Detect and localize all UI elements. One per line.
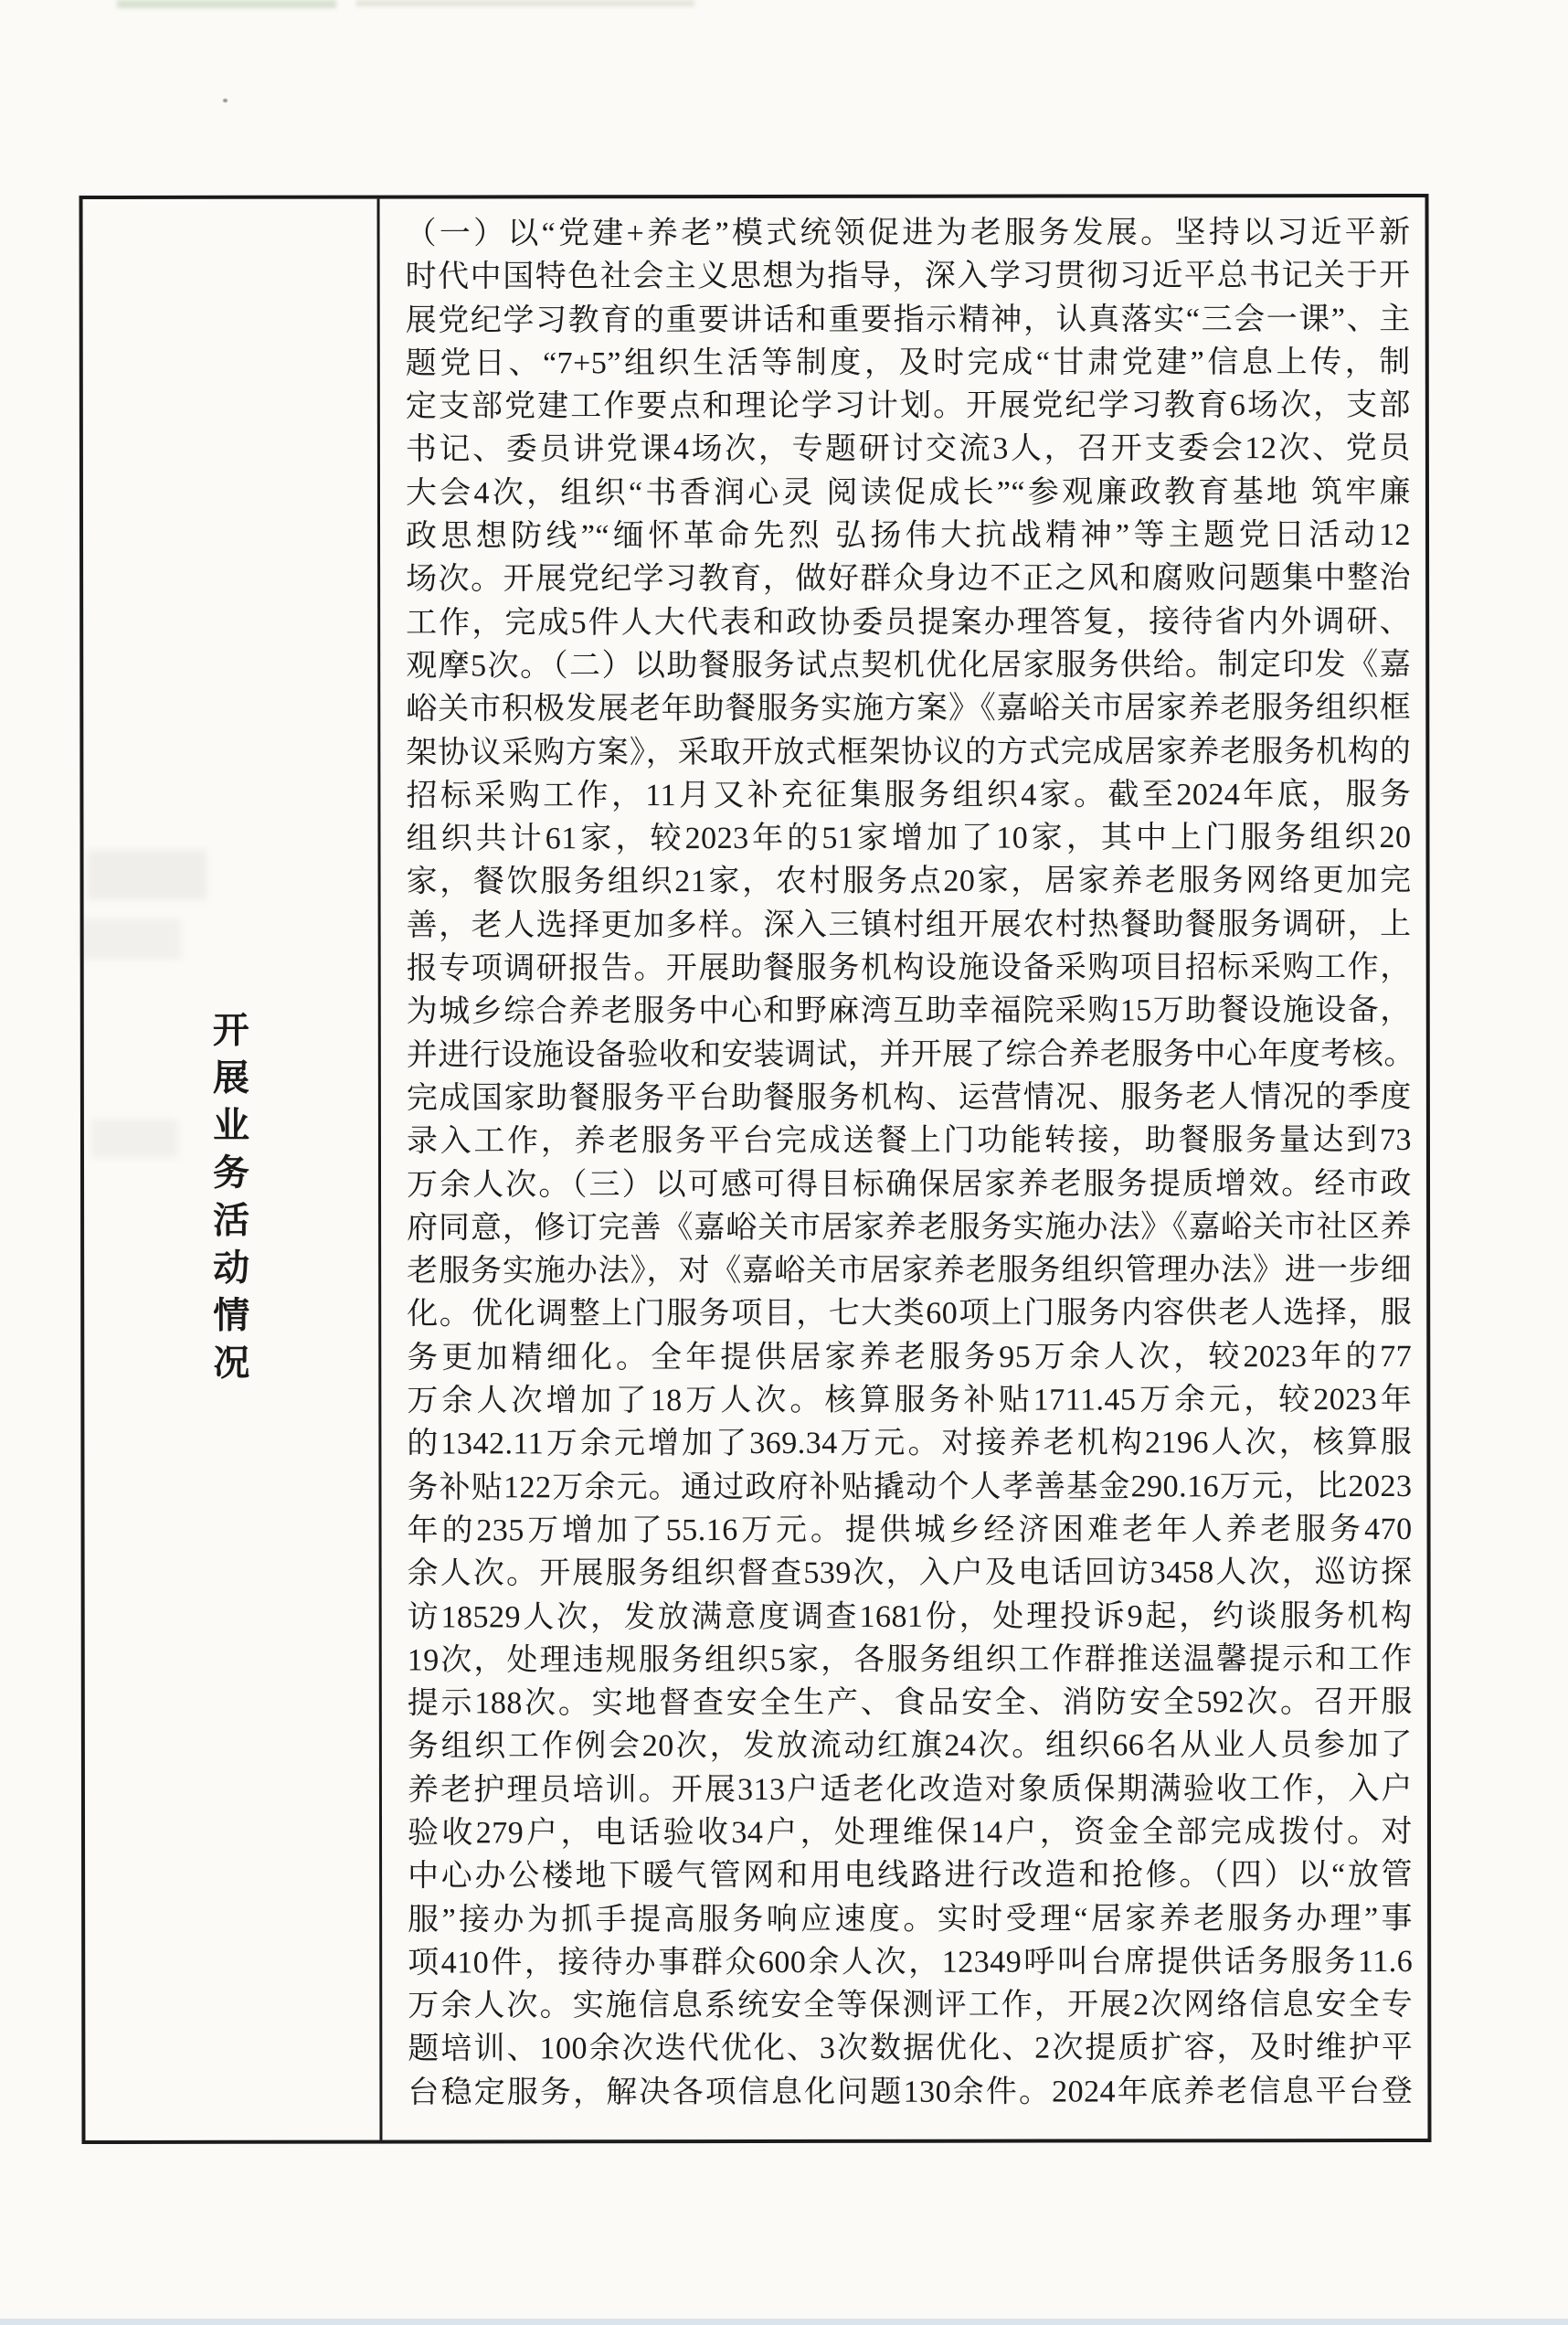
text-line: 的1342.11万余元增加了369.34万元。对接养老机构2196人次，核算服: [407, 1426, 1413, 1461]
text-line: 家，餐饮服务组织21家，农村服务点20家，居家养老服务网络更加完: [406, 864, 1412, 899]
activity-label-char: 动: [213, 1247, 250, 1289]
text-line: 余人次。开展服务组织督查539次，入户及电话回访3458人次，巡访探: [407, 1555, 1413, 1591]
text-line: 政思想防线”“缅怀革命先烈 弘扬伟大抗战精神”等主题党日活动12: [406, 518, 1412, 554]
document-table: [79, 194, 1432, 2144]
text-line: 年的235万增加了55.16万元。提供城乡经济困难老年人养老服务470: [407, 1512, 1413, 1548]
text-line: 招标采购工作，11月又补充征集服务组织4家。截至2024年底，服务: [406, 777, 1412, 813]
text-line: 务补贴122万余元。通过政府补贴撬动个人孝善基金290.16万元，比2023: [407, 1469, 1413, 1505]
activity-label-char: 况: [213, 1342, 250, 1384]
activity-label-char: 开: [212, 1009, 249, 1051]
text-line: 时代中国特色社会主义思想为指导，深入学习贯彻习近平总书记关于开: [405, 259, 1411, 294]
text-line: 万余人次。实施信息系统安全等保测评工作，开展2次网络信息安全专: [408, 1988, 1414, 2023]
text-line: 善，老人选择更加多样。深入三镇村组开展农村热餐助餐服务调研，上: [406, 907, 1412, 943]
text-line: 19次，处理违规服务组织5家，各服务组织工作群推送温馨提示和工作: [407, 1641, 1413, 1678]
text-line: 展党纪学习教育的重要讲话和重要指示精神，认真落实“三会一课”、主: [405, 302, 1411, 338]
activity-label-char: 务: [212, 1152, 250, 1194]
text-line: 为城乡综合养老服务中心和野麻湾互助幸福院采购15万助餐设施设备，: [406, 993, 1412, 1029]
activity-label-char: 展: [212, 1056, 249, 1099]
text-line: 组织共计61家，较2023年的51家增加了10家，其中上门服务组织20: [406, 821, 1412, 856]
text-line: 万余人次。（三）以可感可得目标确保居家养老服务提质增效。经市政: [406, 1166, 1413, 1203]
text-line: 访18529人次，发放满意度调查1681份，处理投诉9起，约谈服务机构: [407, 1598, 1413, 1635]
row-header-cell: [83, 199, 380, 2140]
text-line: 观摩5次。（二）以助餐服务试点契机优化居家服务供给。制定印发《嘉: [406, 647, 1412, 684]
text-line: 老服务实施办法》，对《嘉峪关市居家养老服务组织管理办法》进一步细: [407, 1253, 1413, 1289]
text-line: 万余人次增加了18万人次。核算服务补贴1711.45万余元，较2023年: [407, 1383, 1413, 1418]
text-line: 项410件，接待办事群众600余人次，12349呼叫台席提供话务服务11.6: [408, 1944, 1414, 1980]
text-line: （一）以“党建+养老”模式统领促进为老服务发展。坚持以习近平新: [405, 215, 1411, 251]
text-line: 架协议采购方案》，采取开放式框架协议的方式完成居家养老服务机构的: [406, 734, 1412, 770]
text-line: 养老护理员培训。开展313户适老化改造对象质保期满验收工作，入户: [407, 1771, 1413, 1808]
text-line: 书记、委员讲党课4场次，专题研讨交流3人，召开支委会12次、党员: [405, 431, 1411, 468]
activity-label-char: 业: [212, 1104, 249, 1146]
text-line: 完成国家助餐服务平台助餐服务机构、运营情况、服务老人情况的季度: [406, 1079, 1412, 1116]
text-line: 务组织工作例会20次，发放流动红旗24次。组织66名从业人员参加了: [407, 1728, 1413, 1764]
text-line: 务更加精细化。全年提供居家养老服务95万余人次，较2023年的77: [407, 1339, 1413, 1375]
text-line: 中心办公楼地下暖气管网和用电线路进行改造和抢修。（四）以“放管: [408, 1858, 1414, 1894]
text-line: 大会4次，组织“书香润心灵 阅读促成长”“参观廉政教育基地 筑牢廉: [405, 474, 1411, 511]
text-line: 提示188次。实地督查安全生产、食品安全、消防安全592次。召开服: [407, 1685, 1413, 1721]
text-line: 录入工作，养老服务平台完成送餐上门功能转接，助餐服务量达到73: [406, 1123, 1412, 1159]
text-line: 场次。开展党纪学习教育，做好群众身边不正之风和腐败问题集中整治: [406, 561, 1412, 597]
text-line: 工作，完成5件人大代表和政协委员提案办理答复，接待省内外调研、: [406, 604, 1412, 641]
text-line: 报专项调研报告。开展助餐服务机构设施设备采购项目招标采购工作，: [406, 950, 1412, 986]
text-line: 题党日、“7+5”组织生活等制度，及时完成“甘肃党建”信息上传，制: [405, 345, 1411, 381]
text-line: 定支部党建工作要点和理论学习计划。开展党纪学习教育6场次，支部: [405, 388, 1411, 424]
text-line: 验收279户，电话验收34户，处理维保14户，资金全部完成拨付。对: [407, 1814, 1414, 1851]
text-line: 服”接办为抓手提高服务响应速度。实时受理“居家养老服务办理”事: [408, 1901, 1414, 1938]
text-line: 峪关市积极发展老年助餐服务实施方案》《嘉峪关市居家养老服务组织框: [406, 691, 1412, 727]
text-line: 府同意，修订完善《嘉峪关市居家养老服务实施办法》《嘉峪关市社区养: [407, 1209, 1413, 1246]
text-line: 化。优化调整上门服务项目，七大类60项上门服务内容供老人选择，服: [407, 1296, 1413, 1332]
activity-label: [213, 1007, 250, 1387]
body-cell: [377, 197, 1428, 2140]
text-line: 并进行设施设备验收和安装调试，并开展了综合养老服务中心年度考核。: [406, 1036, 1415, 1073]
activity-label-char: 活: [213, 1199, 250, 1241]
text-line: 题培训、100余次迭代优化、3次数据优化、2次提质扩容，及时维护平: [408, 2031, 1414, 2067]
text-line: 台稳定服务，解决各项信息化问题130余件。2024年底养老信息平台登: [408, 2074, 1414, 2110]
activity-label-char: 情: [213, 1294, 250, 1336]
